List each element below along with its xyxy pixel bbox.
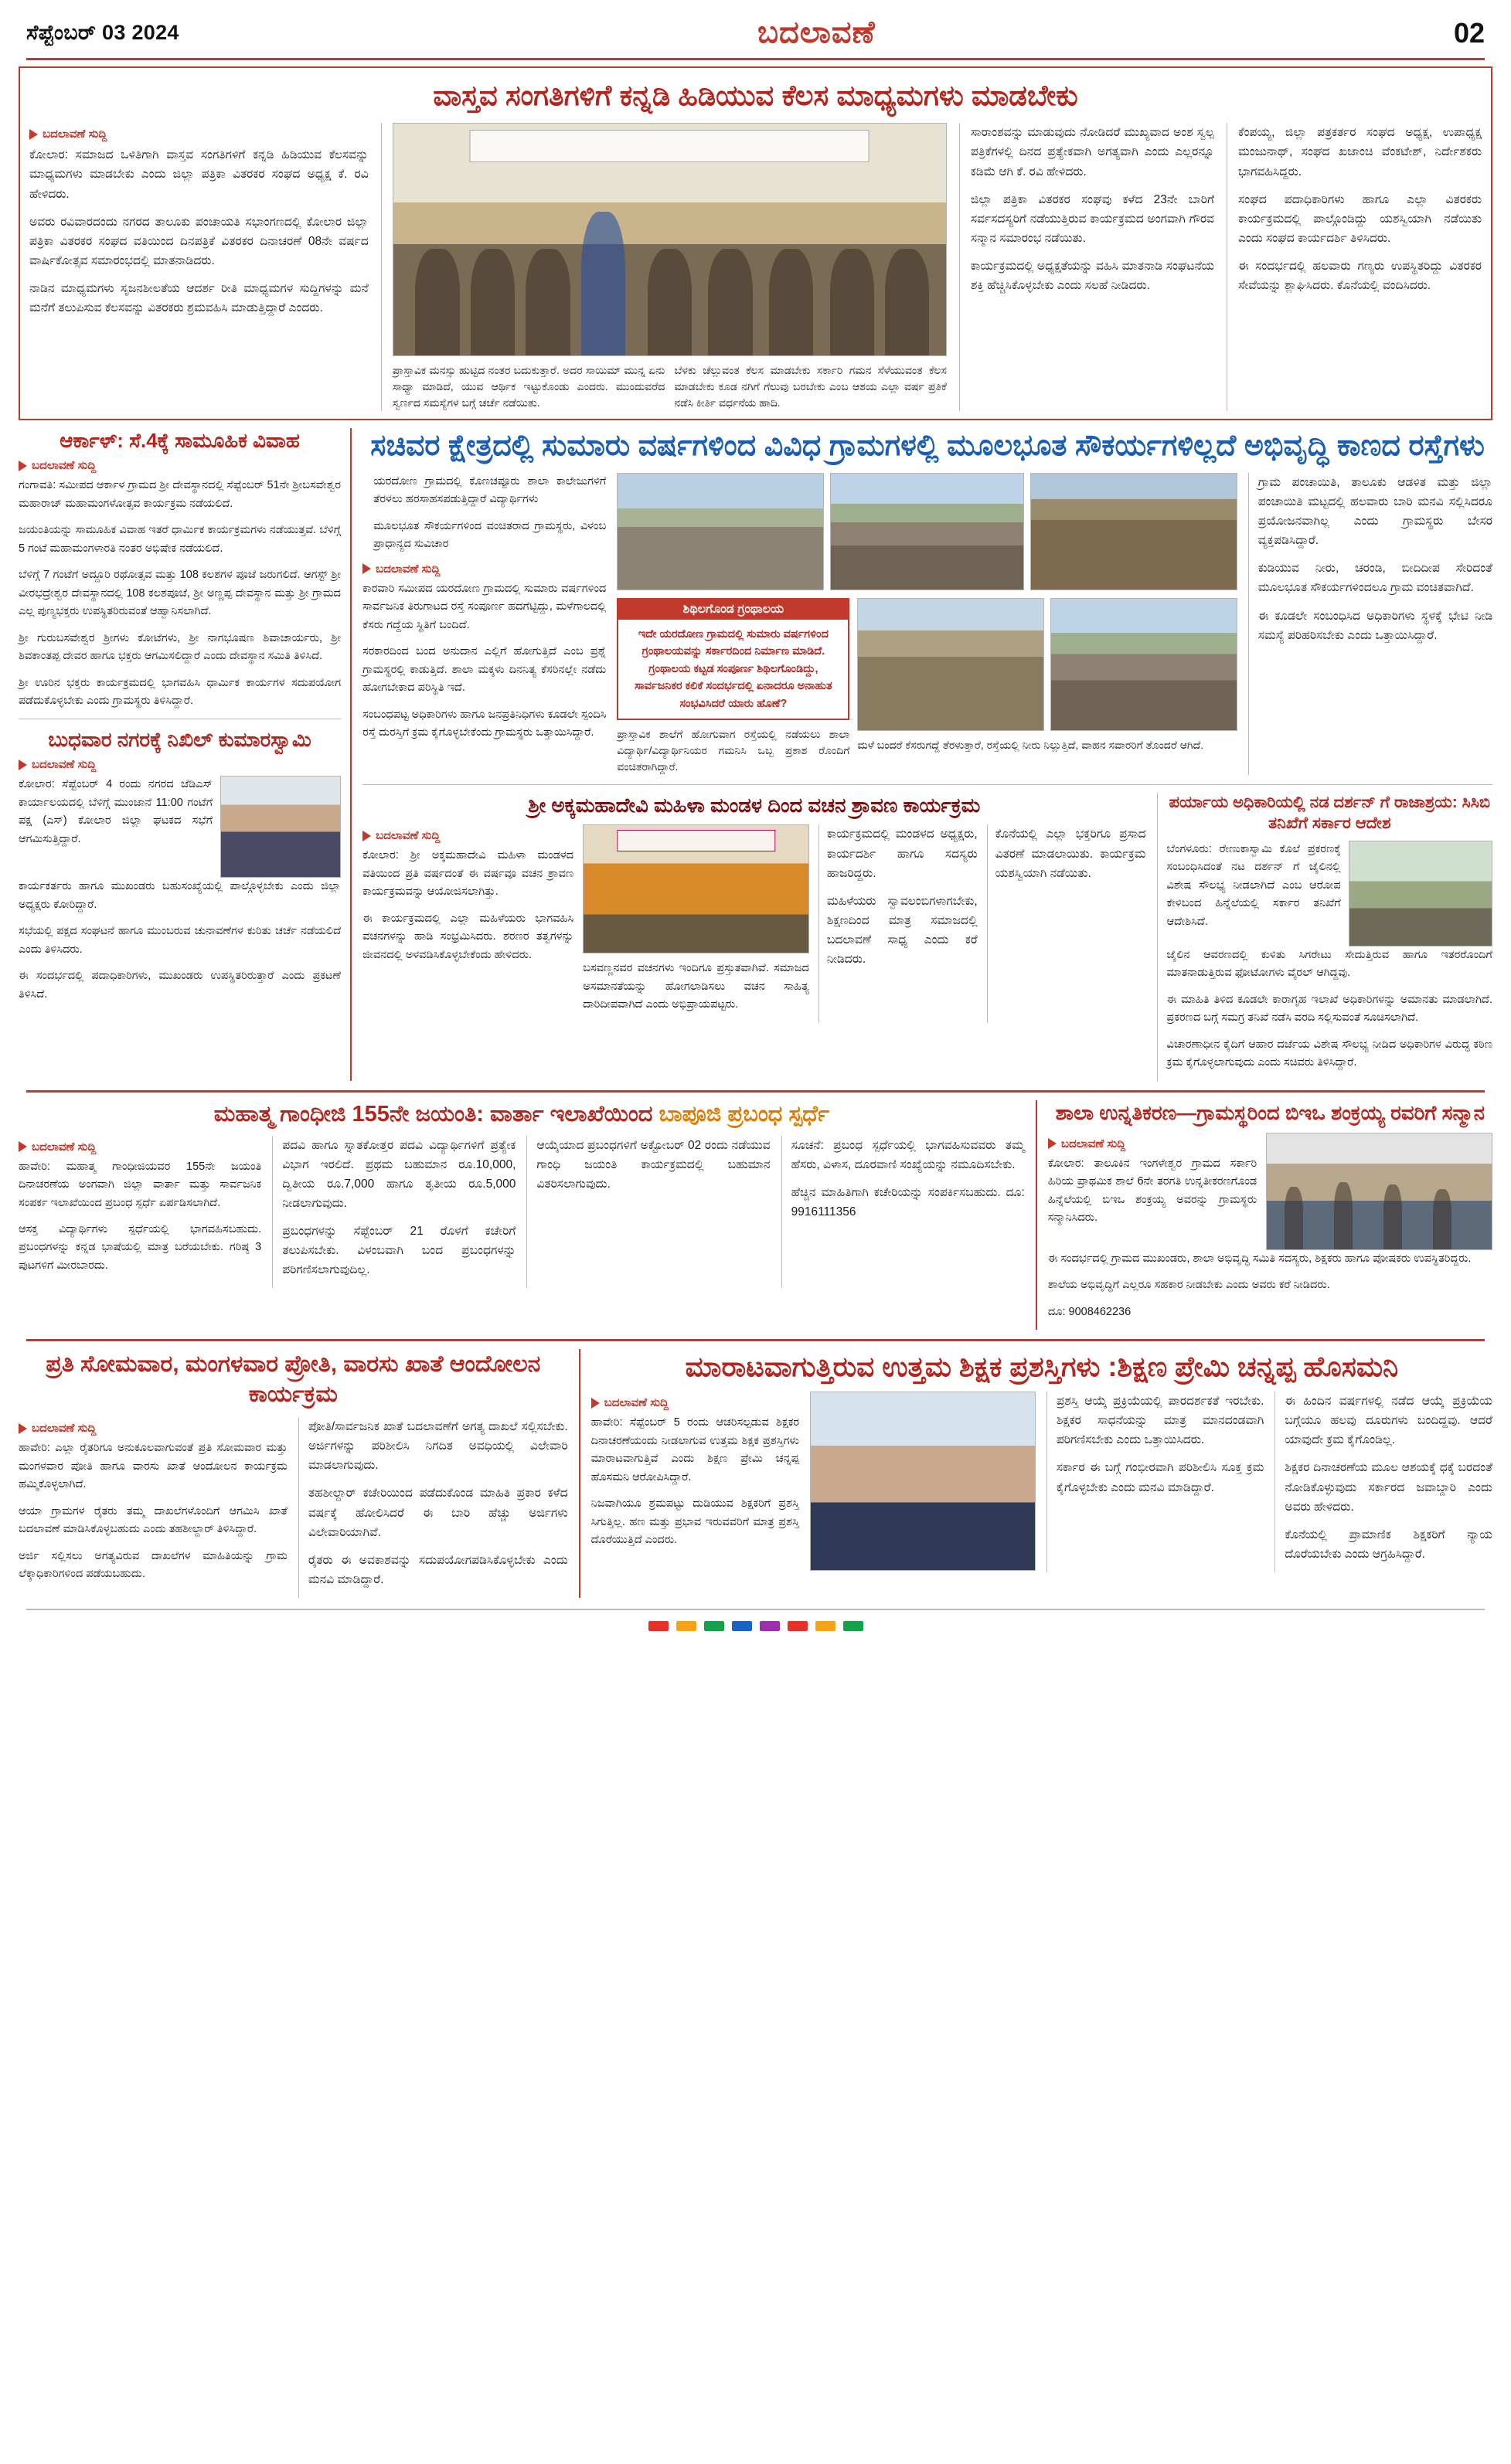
- school-article: [1036, 1100, 1492, 1330]
- teacher-article: [579, 1349, 1492, 1598]
- teacher-para: ನಿಜವಾಗಿಯೂ ಶ್ರಮಪಟ್ಟು ದುಡಿಯುವ ಶಿಕ್ಷಕರಿಗೆ ಪ್ರಶಸ್ತಿ ಸಿಗುತ್ತಿಲ್ಲ. ಹಣ ಮತ್ತು ಪ್ರಭಾವ ಇರುವವರಿಗೆ ಮಾತ್ರ ಪ್ರಶಸ್ತಿ ದೊರೆಯುತ್ತಿದೆ ಎಂದರು.: [590, 1497, 800, 1547]
- mahila-headline: ಶ್ರೀ ಅಕ್ಕಮಹಾದೇವಿ ಮಹಿಳಾ ಮಂಡಳ ದಿಂದ ವಚನ ಶ್ರಾವಣ ಕಾರ್ಯಕ್ರಮ: [528, 794, 981, 817]
- roads-para: ಕುಡಿಯುವ ನೀರು, ಚರಂಡಿ, ಬೀದಿದೀಪ ಸೇರಿದಂತೆ ಮೂಲಭೂತ ಸೌಕರ್ಯಗಳಿಂದಲೂ ಗ್ರಾಮ ವಂಚಿತವಾಗಿದೆ.: [1257, 562, 1492, 595]
- mahila-para: ಮಹಿಳೆಯರು ಸ್ವಾವಲಂಬಿಗಳಾಗಬೇಕು, ಶಿಕ್ಷಣದಿಂದ ಮಾತ್ರ ಸಮಾಜದಲ್ಲಿ ಬದಲಾವಣೆ ಸಾಧ್ಯ ಎಂದು ಕರೆ ನೀಡಿದರು.: [826, 894, 978, 967]
- mahila-photo: [583, 824, 809, 953]
- arkal-para: ಗಂಗಾವತಿ: ಸಮೀಪದ ಆರ್ಕಾಳ ಗ್ರಾಮದ ಶ್ರೀ ದೇವಸ್ಥಾನದಲ್ಲಿ ಸೆಪ್ಟೆಂಬರ್ 51ನೇ ಶ್ರೀಬಸವೇಶ್ವರ ಮಹಾರಾಜ್ ಮಹಾಮಂಗಳೋತ್ಸವ ಕಾರ್ಯಕ್ರಮ ನಡೆಯಲಿದೆ.: [19, 479, 342, 510]
- color-bar: [648, 1621, 669, 1631]
- school-para: ದೂ: 9008462236: [1047, 1305, 1132, 1318]
- byline-triangle-icon: [19, 760, 27, 770]
- masthead-rule: [26, 58, 1485, 60]
- footer-color-bars: [19, 1610, 1492, 1639]
- natadarshan-headline: ಪರ್ಯಾಯ ಅಧಿಕಾರಿಯಲ್ಲಿ ನಡ ದರ್ಶನ್ ಗೆ ರಾಜಾಶ್ರಯ: ಸಿಸಿಬಿ ತನಿಖೆಗೆ ಸರ್ಕಾರ ಆದೇಶ: [1169, 794, 1490, 833]
- protest-para: ಆಯಾ ಗ್ರಾಮಗಳ ರೈತರು ತಮ್ಮ ದಾಖಲೆಗಳೊಂದಿಗೆ ಆಗಮಿಸಿ ಖಾತೆ ಬದಲಾವಣೆ ಮಾಡಿಸಿಕೊಳ್ಳಬಹುದು ಎಂದು ತಹಶೀಲ್ದಾರ್ ತಿಳಿಸಿದ್ದಾರೆ.: [19, 1504, 288, 1536]
- roads-bullet: ಮೂಲಭೂತ ಸೌಕರ್ಯಗಳಿಂದ ವಂಚಿತರಾದ ಗ್ರಾಮಸ್ಥರು, ವಿಳಂಬ ಪ್ರಾಧಾನ್ಯದ ಸುವಿಚಾರ: [373, 519, 607, 551]
- arkal-headline: ಆರ್ಕಾಳ್: ಸೆ.4ಕ್ಕೆ ಸಾಮೂಹಿಕ ವಿವಾಹ: [60, 429, 300, 453]
- byline-label: ಬದಲಾವಣೆ ಸುದ್ದಿ: [32, 1422, 97, 1436]
- gandhi-article: [19, 1100, 1036, 1330]
- color-bar: [843, 1621, 863, 1631]
- gandhi-para: ಆಯ್ಕೆಯಾದ ಪ್ರಬಂಧಗಳಿಗೆ ಅಕ್ಟೋಬರ್ 02 ರಂದು ನಡೆಯುವ ಗಾಂಧಿ ಜಯಂತಿ ಕಾರ್ಯಕ್ರಮದಲ್ಲಿ ಬಹುಮಾನ ವಿತರಿಸಲಾಗುವುದು.: [536, 1138, 771, 1191]
- nikhil-para: ಕಾರ್ಯಕರ್ತರು ಹಾಗೂ ಮುಖಂಡರು ಬಹುಸಂಖ್ಯೆಯಲ್ಲಿ ಪಾಲ್ಗೊಳ್ಳಬೇಕು ಎಂದು ಜಿಲ್ಲಾ ಅಧ್ಯಕ್ಷರು ಕೋರಿದ್ದಾರೆ.: [19, 880, 342, 911]
- mahila-para: ಈ ಕಾರ್ಯಕ್ರಮದಲ್ಲಿ ಎಲ್ಲಾ ಮಹಿಳೆಯರು ಭಾಗವಹಿಸಿ ವಚನಗಳನ್ನು ಹಾಡಿ ಸಂಭ್ರಮಿಸಿದರು. ಶರಣರ ತತ್ವಗಳನ್ನು ಜೀವನದಲ್ಲಿ ಅಳವಡಿಸಿಕೊಳ್ಳಬೇಕೆಂದು ಹೇಳಿದರು.: [362, 912, 574, 961]
- teacher-headline: ಮಾರಾಟವಾಗುತ್ತಿರುವ ಉತ್ತಮ ಶಿಕ್ಷಕ ಪ್ರಶಸ್ತಿಗಳು :ಶಿಕ್ಷಣ ಪ್ರೇಮಿ ಚನ್ನಪ್ಪ ಹೊಸಮನಿ: [685, 1351, 1399, 1383]
- color-bar: [788, 1621, 808, 1631]
- library-redbox-text: ಇದೇ ಯರದೋಣ ಗ್ರಾಮದಲ್ಲಿ ಸುಮಾರು ವರ್ಷಗಳಿಂದ ಗ್ರಂಥಾಲಯವನ್ನು ಸರ್ಕಾರದಿಂದ ನಿರ್ಮಾಣ ಮಾಡಿದೆ. ಗ್ರಂಥಾಲಯ ಕಟ್ಟಡ ಸಂಪೂರ್ಣ ಶಿಥಿಲಗೊಂಡಿದ್ದು, ಸಾರ್ವಜನಿಕರ ಕಲಿಕೆ ಸಂದರ್ಭದಲ್ಲಿ ಏನಾದರೂ ಅನಾಹುತ ಸಂಭವಿಸಿದರೆ ಯಾರು ಹೊಣೆ?: [634, 627, 832, 710]
- lead-para: ಕೆಂಪಯ್ಯ, ಜಿಲ್ಲಾ ಪತ್ರಕರ್ತರ ಸಂಘದ ಅಧ್ಯಕ್ಷ, ಉಪಾಧ್ಯಕ್ಷ ಮಂಜುನಾಥ್, ಸಂಘದ ಖಜಾಂಚಿ ವೆಂಕಟೇಶ್, ನಿರ್ದೇಶಕರು ಭಾಗವಹಿಸಿದ್ದರು.: [1237, 126, 1482, 178]
- protest-headline: ಪ್ರತಿ ಸೋಮವಾರ, ಮಂಗಳವಾರ ಪ್ರೋತಿ, ವಾರಸು ಖಾತೆ ಆಂದೋಲನ ಕಾರ್ಯಕ್ರಮ: [46, 1351, 541, 1408]
- lead-para: ಕಾರ್ಯಕ್ರಮದಲ್ಲಿ ಅಧ್ಯಕ್ಷತೆಯನ್ನು ವಹಿಸಿ ಮಾತನಾಡಿ ಸಂಘಟನೆಯ ಶಕ್ತಿ ಹೆಚ್ಚಿಸಿಕೊಳ್ಳಬೇಕು ಎಂದು ಸಲಹೆ ನೀಡಿದರು.: [970, 260, 1214, 293]
- mahila-para: ಕೋಲಾರ: ಶ್ರೀ ಅಕ್ಕಮಹಾದೇವಿ ಮಹಿಳಾ ಮಂಡಳದ ವತಿಯಿಂದ ಪ್ರತಿ ವರ್ಷದಂತೆ ಈ ವರ್ಷವೂ ವಚನ ಶ್ರಾವಣ ಕಾರ್ಯಕ್ರಮವನ್ನು ಆಯೋಜಿಸಲಾಗಿತ್ತು.: [362, 849, 574, 899]
- teacher-para: ಶಿಕ್ಷಕರ ದಿನಾಚರಣೆಯ ಮೂಲ ಆಶಯಕ್ಕೆ ಧಕ್ಕೆ ಬರದಂತೆ ನೋಡಿಕೊಳ್ಳುವುದು ಸರ್ಕಾರದ ಜವಾಬ್ದಾರಿ ಎಂದು ಅವರು ಹೇಳಿದರು.: [1285, 1461, 1492, 1514]
- lead-photo: [393, 123, 947, 356]
- school-photo: [1266, 1133, 1492, 1250]
- mahila-para: ಕೊನೆಯಲ್ಲಿ ಎಲ್ಲಾ ಭಕ್ತರಿಗೂ ಪ್ರಸಾದ ವಿತರಣೆ ಮಾಡಲಾಯಿತು. ಕಾರ್ಯಕ್ರಮ ಯಶಸ್ವಿಯಾಗಿ ನಡೆಯಿತು.: [995, 828, 1146, 880]
- page-number: 02: [1453, 16, 1485, 49]
- natadarshan-para: ಜೈಲಿನ ಆವರಣದಲ್ಲಿ ಕುಳಿತು ಸಿಗರೇಟು ಸೇದುತ್ತಿರುವ ಹಾಗೂ ಇತರರೊಂದಿಗೆ ಮಾತನಾಡುತ್ತಿರುವ ಫೋಟೋಗಳು ವೈರಲ್ ಆಗಿದ್ದವು.: [1166, 948, 1492, 980]
- protest-para: ಅರ್ಜಿ ಸಲ್ಲಿಸಲು ಅಗತ್ಯವಿರುವ ದಾಖಲೆಗಳ ಮಾಹಿತಿಯನ್ನು ಗ್ರಾಮ ಲೆಕ್ಕಾಧಿಕಾರಿಗಳಿಂದ ಪಡೆಯಬಹುದು.: [19, 1549, 288, 1581]
- roads-photo-street: [857, 598, 1044, 731]
- color-bar: [676, 1621, 696, 1631]
- gandhi-para: ಪ್ರಬಂಧಗಳನ್ನು ಸೆಪ್ಟೆಂಬರ್ 21 ರೊಳಗೆ ಕಚೇರಿಗೆ ತಲುಪಿಸಬೇಕು. ವಿಳಂಬವಾಗಿ ಬಂದ ಪ್ರಬಂಧಗಳನ್ನು ಪರಿಗಣಿಸಲಾಗುವುದಿಲ್ಲ.: [282, 1224, 516, 1277]
- arkal-para: ಜಯಂತಿಯನ್ನು ಸಾಮೂಹಿಕ ವಿವಾಹ ಇತರೆ ಧಾರ್ಮಿಕ ಕಾರ್ಯಕ್ರಮಗಳು ನಡೆಯುತ್ತವೆ. ಬೆಳಿಗ್ಗೆ 5 ಗಂಟೆ ಮಹಾಮಂಗಳಾರತಿ ನಂತರ ಅಭಿಷೇಕ ನಡೆಯಲಿದೆ.: [19, 524, 342, 555]
- roads-photo-lane: [1050, 598, 1237, 731]
- roads-photo-auto: [617, 473, 823, 590]
- school-para: ಈ ಸಂದರ್ಭದಲ್ಲಿ ಗ್ರಾಮದ ಮುಖಂಡರು, ಶಾಲಾ ಅಭಿವೃದ್ಧಿ ಸಮಿತಿ ಸದಸ್ಯರು, ಶಿಕ್ಷಕರು ಹಾಗೂ ಪೋಷಕರು ಉಪಸ್ಥಿತರಿದ್ದರು.: [1047, 1252, 1472, 1265]
- lead-photo-caption-left: ಪ್ರಾಸ್ತಾವಿಕ ಮನಸ್ಸು ಹುಟ್ಟಿದ ನಂತರ ಬದುಕುತ್ತಾರೆ. ಅದರ ಸಾಯಿಮ್ ಮುನ್ನ ಏನು ಸಾಧ್ಯಾ ಮಾಡಿದೆ, ಯುವ ಆರ್ಥಿಕ ಇಟ್ಟುಕೊಂಡು ಎಂದರು. ಮುಂದುವರೆದ ಸ್ವರ್ಣದ ಸಮಸ್ಯೆಗಳ ಬಗ್ಗೆ ಚರ್ಚೆ ನಡೆಯಿತು.: [392, 364, 665, 410]
- school-para: ಶಾಲೆಯ ಅಭಿವೃದ್ಧಿಗೆ ಎಲ್ಲರೂ ಸಹಕಾರ ನೀಡಬೇಕು ಎಂದು ಅವರು ಕರೆ ನೀಡಿದರು.: [1047, 1279, 1330, 1292]
- color-bar: [815, 1621, 835, 1631]
- byline-label: ಬದಲಾವಣೆ ಸುದ್ದಿ: [376, 829, 441, 843]
- color-bar: [704, 1621, 724, 1631]
- lead-para: ಅವರು ರವಿವಾರದಂದು ನಗರದ ತಾಲೂಕು ಪಂಚಾಯತಿ ಸಭಾಂಗಣದಲ್ಲಿ ಕೋಲಾರ ಜಿಲ್ಲಾ ಪತ್ರಿಕಾ ವಿತರಕರ ಸಂಘದ ವತಿಯಿಂದ ದಿನಪತ್ರಿಕೆ ವಿತರಕರ ದಿನಾಚರಣೆ 08ನೇ ವರ್ಷದ ವಾರ್ಷಿಕೋತ್ಸವ ಸಮಾರಂಭದಲ್ಲಿ ಮಾತನಾಡಿದರು.: [29, 215, 369, 267]
- natadarshan-para: ಈ ಮಾಹಿತಿ ತಿಳಿದ ಕೂಡಲೇ ಕಾರಾಗೃಹ ಇಲಾಖೆ ಅಧಿಕಾರಿಗಳನ್ನು ಅಮಾನತು ಮಾಡಲಾಗಿದೆ. ಪ್ರಕರಣದ ಬಗ್ಗೆ ಸಮಗ್ರ ತನಿಖೆ ನಡೆಸಿ ವರದಿ ಸಲ್ಲಿಸುವಂತೆ ಸೂಚಿಸಲಾಗಿದೆ.: [1166, 993, 1492, 1025]
- teacher-para: ಸರ್ಕಾರ ಈ ಬಗ್ಗೆ ಗಂಭೀರವಾಗಿ ಪರಿಶೀಲಿಸಿ ಸೂಕ್ತ ಕ್ರಮ ಕೈಗೊಳ್ಳಬೇಕು ಎಂದು ಮನವಿ ಮಾಡಿದ್ದಾರೆ.: [1056, 1461, 1264, 1494]
- lead-para: ಈ ಸಂದರ್ಭದಲ್ಲಿ ಹಲವಾರು ಗಣ್ಯರು ಉಪಸ್ಥಿತರಿದ್ದು ವಿತರಕರ ಸೇವೆಯನ್ನು ಶ್ಲಾಘಿಸಿದರು. ಕೊನೆಯಲ್ಲಿ ವಂದಿಸಿದರು.: [1237, 260, 1482, 293]
- masthead-date: ಸೆಪ್ಟೆಂಬರ್ 03 2024: [26, 20, 179, 44]
- library-redbox-title: ಶಿಥಿಲಗೊಂಡ ಗ್ರಂಥಾಲಯ: [618, 600, 848, 620]
- nikhil-para: ಈ ಸಂದರ್ಭದಲ್ಲಿ ಪದಾಧಿಕಾರಿಗಳು, ಮುಖಂಡರು ಉಪಸ್ಥಿತರಿರುತ್ತಾರೆ ಎಂದು ಪ್ರಕಟಣೆ ತಿಳಿಸಿದೆ.: [19, 970, 342, 1001]
- protest-article: [19, 1349, 579, 1598]
- gandhi-para: ಹಾವೇರಿ: ಮಹಾತ್ಮ ಗಾಂಧೀಜಿಯವರ 155ನೇ ಜಯಂತಿ ದಿನಾಚರಣೆಯ ಅಂಗವಾಗಿ ಜಿಲ್ಲಾ ವಾರ್ತಾ ಮತ್ತು ಸಾರ್ವಜನಿಕ ಸಂಪರ್ಕ ಇಲಾಖೆಯಿಂದ ಪ್ರಬಂಧ ಸ್ಪರ್ಧೆ ಏರ್ಪಡಿಸಲಾಗಿದೆ.: [19, 1160, 262, 1209]
- byline: [19, 1140, 261, 1154]
- roads-para: ಸರಕಾರದಿಂದ ಬಂದ ಅನುದಾನ ಎಲ್ಲಿಗೆ ಹೋಗುತ್ತಿದೆ ಎಂಬ ಪ್ರಶ್ನೆ ಗ್ರಾಮಸ್ಥರಲ್ಲಿ ಕಾಡುತ್ತಿದೆ. ಶಾಲಾ ಮಕ್ಕಳು ದಿನನಿತ್ಯ ಕೆಸರಿನಲ್ಲೇ ನಡೆದು ಹೋಗಬೇಕಾದ ಪರಿಸ್ಥಿತಿ ಇದೆ.: [362, 645, 607, 695]
- byline-triangle-icon: [19, 1423, 27, 1434]
- byline-label: ಬದಲಾವಣೆ ಸುದ್ದಿ: [1060, 1137, 1126, 1150]
- nikhil-para: ಸಭೆಯಲ್ಲಿ ಪಕ್ಷದ ಸಂಘಟನೆ ಹಾಗೂ ಮುಂಬರುವ ಚುನಾವಣೆಗಳ ಕುರಿತು ಚರ್ಚೆ ನಡೆಯಲಿದೆ ಎಂದು ತಿಳಿಸಿದರು.: [19, 925, 342, 956]
- left-column: [19, 428, 350, 1081]
- byline-triangle-icon: [362, 831, 371, 841]
- byline: [29, 127, 369, 141]
- byline-triangle-icon: [19, 461, 27, 471]
- mahila-para: ಬಸವಣ್ಣನವರ ವಚನಗಳು ಇಂದಿಗೂ ಪ್ರಸ್ತುತವಾಗಿವೆ. ಸಮಾಜದ ಅಸಮಾನತೆಯನ್ನು ಹೋಗಲಾಡಿಸಲು ವಚನ ಸಾಹಿತ್ಯ ದಾರಿದೀಪವಾಗಿದೆ ಎಂದು ಅಭಿಪ್ರಾಯಪಟ್ಟರು.: [583, 962, 809, 1011]
- natadarshan-para: ಬೆಂಗಳೂರು: ರೇಣುಕಾಸ್ವಾಮಿ ಕೊಲೆ ಪ್ರಕರಣಕ್ಕೆ ಸಂಬಂಧಿಸಿದಂತೆ ನಟ ದರ್ಶನ್ ಗೆ ಜೈಲಿನಲ್ಲಿ ವಿಶೇಷ ಸೌಲಭ್ಯ ನೀಡಲಾಗಿದೆ ಎಂಬ ಆರೋಪ ಕೇಳಿಬಂದ ಹಿನ್ನೆಲೆಯಲ್ಲಿ ಸರ್ಕಾರ ತನಿಖೆಗೆ ಆದೇಶಿಸಿದೆ.: [1166, 842, 1341, 928]
- school-para: ಕೋಲಾರ: ತಾಲೂಕಿನ ಇಂಗಳೇಶ್ವರ ಗ್ರಾಮದ ಸರ್ಕಾರಿ ಹಿರಿಯ ಪ್ರಾಥಮಿಕ ಶಾಲೆ 6ನೇ ತರಗತಿ ಉನ್ನತೀಕರಣಗೊಂಡ ಹಿನ್ನೆಲೆಯಲ್ಲಿ ಬಿಇಒ ಶಂಕ್ರಯ್ಯ ಅವರನ್ನು ಗ್ರಾಮಸ್ಥರು ಸನ್ಮಾನಿಸಿದರು.: [1047, 1157, 1257, 1225]
- lead-para: ಜಿಲ್ಲಾ ಪತ್ರಿಕಾ ವಿತರಕರ ಸಂಘವು ಕಳೆದ 23ನೇ ಬಾರಿಗೆ ಸರ್ವಸದಸ್ಯರಿಗೆ ನಡೆಯುತ್ತಿರುವ ಕಾರ್ಯಕ್ರಮದ ಅಂಗವಾಗಿ ಗೌರವ ಸನ್ಮಾನ ಸಮಾರಂಭ ನಡೆಯಿತು.: [970, 192, 1214, 245]
- protest-para: ಹಾವೇರಿ: ಎಲ್ಲಾ ರೈತರಿಗೂ ಅನುಕೂಲವಾಗುವಂತೆ ಪ್ರತಿ ಸೋಮವಾರ ಮತ್ತು ಮಂಗಳವಾರ ಪೋತಿ ಹಾಗೂ ವಾರಸು ಖಾತೆ ಆಂದೋಲನ ಕಾರ್ಯಕ್ರಮ ಹಮ್ಮಿಕೊಳ್ಳಲಾಗಿದೆ.: [19, 1442, 288, 1491]
- mahila-article: [362, 793, 1145, 1081]
- lead-para: ಕೋಲಾರ: ಸಮಾಜದ ಒಳಿತಿಗಾಗಿ ವಾಸ್ತವ ಸಂಗತಿಗಳಿಗೆ ಕನ್ನಡಿ ಹಿಡಿಯುವ ಕೆಲಸವನ್ನು ಮಾಧ್ಯಮಗಳು ಮಾಡಬೇಕು ಎಂದು ಜಿಲ್ಲಾ ಪತ್ರಿಕಾ ವಿತರಕರ ಸಂಘದ ಅಧ್ಯಕ್ಷ ಕೆ. ರವಿ ಹೇಳಿದರು.: [29, 148, 369, 201]
- roads-section: [350, 428, 1492, 1081]
- byline: [19, 758, 341, 771]
- lead-para: ಸಾರಾಂಶವನ್ನು ಮಾಡುವುದು ನೋಡಿದರೆ ಮುಖ್ಯವಾದ ಅಂಶ ಸ್ವಲ್ಪ ಪತ್ರಿಕೆಗಳಲ್ಲಿ ದಿನದ ಪ್ರತ್ಯೇಕವಾಗಿ ಅಗತ್ಯವಾಗಿ ಎಂದು ಎಲ್ಲರನ್ನೂ ಕಡಿಮೆ ಆಗಿ ಕೆ. ರವಿ ಹೇಳಿದರು.: [970, 126, 1214, 178]
- lead-article: [19, 66, 1492, 420]
- gandhi-para: ಆಸಕ್ತ ವಿದ್ಯಾರ್ಥಿಗಳು ಸ್ಪರ್ಧೆಯಲ್ಲಿ ಭಾಗವಹಿಸಬಹುದು. ಪ್ರಬಂಧಗಳನ್ನು ಕನ್ನಡ ಭಾಷೆಯಲ್ಲಿ ಮಾತ್ರ ಬರೆಯಬೇಕು. ಗರಿಷ್ಠ 3 ಪುಟಗಳಿಗೆ ಮೀರಬಾರದು.: [19, 1223, 262, 1272]
- roads-para: ಕಾರವಾರಿ ಸಮೀಪದ ಯರದೋಣ ಗ್ರಾಮದಲ್ಲಿ ಸುಮಾರು ವರ್ಷಗಳಿಂದ ಸಾರ್ವಜನಿಕ ತಿರುಗಾಟದ ರಸ್ತೆ ಸಂಪೂರ್ಣ ಹದಗೆಟ್ಟಿದ್ದು, ಮಳೆಗಾಲದಲ್ಲಿ ಕೆಸರು ಗದ್ದೆಯ ಸ್ಥಿತಿಗೆ ಬಂದಿದೆ.: [362, 582, 607, 631]
- natadarshan-para: ವಿಚಾರಣಾಧೀನ ಕೈದಿಗೆ ಆಹಾರ ದರ್ಜೆಯ ವಿಶೇಷ ಸೌಲಭ್ಯ ನೀಡಿದ ಅಧಿಕಾರಿಗಳ ವಿರುದ್ಧ ಕಠಿಣ ಕ್ರಮ ಕೈಗೊಳ್ಳಲಾಗುವುದು ಎಂದು ಸಚಿವರು ತಿಳಿಸಿದ್ದಾರೆ.: [1166, 1038, 1492, 1069]
- byline-label: ಬದಲಾವಣೆ ಸುದ್ದಿ: [604, 1396, 669, 1410]
- school-headline: ಶಾಲಾ ಉನ್ನತಿಕರಣ—ಗ್ರಾಮಸ್ಥರಿಂದ ಬಿಇಒ ಶಂಕ್ರಯ್ಯ ರವರಿಗೆ ಸನ್ಮಾನ: [1055, 1100, 1485, 1124]
- roads-photo-caption2: ಮಳೆ ಬಂದರೆ ಕೆಸರುಗದ್ದೆ ತೆರಳುತ್ತಾರೆ, ರಸ್ತೆಯಲ್ಲಿ ನೀರು ನಿಲ್ಲುತ್ತಿದೆ, ವಾಹನ ಸವಾರರಿಗೆ ತೊಂದರೆ ಆಗಿದೆ.: [857, 738, 1204, 751]
- byline-triangle-icon: [362, 563, 371, 574]
- byline-label: ಬದಲಾವಣೆ ಸುದ್ದಿ: [376, 562, 441, 576]
- protest-para: ಪೋತಿ/ಸಾರ್ವಜನಿಕ ಖಾತೆ ಬದಲಾವಣೆಗೆ ಅಗತ್ಯ ದಾಖಲೆ ಸಲ್ಲಿಸಬೇಕು. ಅರ್ಜಿಗಳನ್ನು ಪರಿಶೀಲಿಸಿ ನಿಗದಿತ ಅವಧಿಯಲ್ಲಿ ವಿಲೇವಾರಿ ಮಾಡಲಾಗುವುದು.: [308, 1420, 568, 1473]
- gandhi-para: ಪದವಿ ಹಾಗೂ ಸ್ನಾತಕೋತ್ತರ ಪದವಿ ವಿದ್ಯಾರ್ಥಿಗಳಿಗೆ ಪ್ರತ್ಯೇಕ ವಿಭಾಗ ಇರಲಿದೆ. ಪ್ರಥಮ ಬಹುಮಾನ ರೂ.10,000, ದ್ವಿತೀಯ ರೂ.7,000 ಹಾಗೂ ತೃತೀಯ ರೂ.5,000 ನೀಡಲಾಗುವುದು.: [282, 1138, 516, 1210]
- nikhil-headline: ಬುಧವಾರ ನಗರಕ್ಕೆ ನಿಖಿಲ್ ಕುಮಾರಸ್ವಾಮಿ: [48, 728, 311, 752]
- roads-bullet: ಯರದೋಣ ಗ್ರಾಮದಲ್ಲಿ ಕೊಣಚಪ್ಪೂರು ಶಾಲಾ ಕಾಲೇಜುಗಳಿಗೆ ತೆರಳಲು ಹರಸಾಹಸಪಡುತ್ತಿದ್ದಾರೆ ವಿದ್ಯಾರ್ಥಿಗಳು: [373, 474, 607, 506]
- masthead: [19, 11, 1492, 58]
- byline-triangle-icon: [19, 1141, 27, 1152]
- color-bar: [760, 1621, 780, 1631]
- roads-para: ಗ್ರಾಮ ಪಂಚಾಯಿತಿ, ತಾಲೂಕು ಆಡಳಿತ ಮತ್ತು ಜಿಲ್ಲಾ ಪಂಚಾಯಿತಿ ಮಟ್ಟದಲ್ಲಿ ಹಲವಾರು ಬಾರಿ ಮನವಿ ಸಲ್ಲಿಸಿದರೂ ಪ್ರಯೋಜನವಾಗಿಲ್ಲ ಎಂದು ಗ್ರಾಮಸ್ಥರು ಬೇಸರ ವ್ಯಕ್ತಪಡಿಸಿದ್ದಾರೆ.: [1257, 475, 1492, 548]
- gandhi-para: ಸೂಚನೆ: ಪ್ರಬಂಧ ಸ್ಪರ್ಧೆಯಲ್ಲಿ ಭಾಗವಹಿಸುವವರು ತಮ್ಮ ಹೆಸರು, ವಿಳಾಸ, ದೂರವಾಣಿ ಸಂಖ್ಯೆಯನ್ನು ನಮೂದಿಸಬೇಕು.: [791, 1138, 1025, 1171]
- gandhi-headline-part1: ಮಹಾತ್ಮ ಗಾಂಧೀಜಿ 155ನೇ ಜಯಂತಿ: ವಾರ್ತಾ ಇಲಾಖೆಯಿಂದ: [213, 1101, 653, 1127]
- byline: [362, 562, 606, 576]
- byline-label: ಬದಲಾವಣೆ ಸುದ್ದಿ: [32, 459, 97, 473]
- byline-label: ಬದಲಾವಣೆ ಸುದ್ದಿ: [32, 1140, 97, 1154]
- protest-para: ರೈತರು ಈ ಅವಕಾಶವನ್ನು ಸದುಪಯೋಗಪಡಿಸಿಕೊಳ್ಳಬೇಕು ಎಂದು ಮನವಿ ಮಾಡಿದ್ದಾರೆ.: [308, 1553, 568, 1586]
- byline: [1048, 1137, 1257, 1150]
- teacher-para: ಪ್ರಶಸ್ತಿ ಆಯ್ಕೆ ಪ್ರಕ್ರಿಯೆಯಲ್ಲಿ ಪಾರದರ್ಶಕತೆ ಇರಬೇಕು. ಶಿಕ್ಷಕರ ಸಾಧನೆಯನ್ನು ಮಾತ್ರ ಮಾನದಂಡವಾಗಿ ಪರಿಗಣಿಸಬೇಕು ಎಂದು ಒತ್ತಾಯಿಸಿದರು.: [1056, 1395, 1264, 1447]
- roads-photo-mud: [1030, 473, 1237, 590]
- nikhil-article: [19, 727, 341, 1004]
- roads-headline: ಸಚಿವರ ಕ್ಷೇತ್ರದಲ್ಲಿ ಸುಮಾರು ವರ್ಷಗಳಿಂದ ವಿವಿಧ ಗ್ರಾಮಗಳಲ್ಲಿ ಮೂಲಭೂತ ಸೌಕರ್ಯಗಳಿಲ್ಲದೆ ಅಭಿವೃದ್ಧಿ ಕಾಣದ ರಸ್ತೆಗಳು: [370, 430, 1485, 463]
- mahila-para: ಕಾರ್ಯಕ್ರಮದಲ್ಲಿ ಮಂಡಳದ ಅಧ್ಯಕ್ಷರು, ಕಾರ್ಯದರ್ಶಿ ಹಾಗೂ ಸದಸ್ಯರು ಹಾಜರಿದ್ದರು.: [826, 828, 978, 880]
- teacher-para: ಹಾವೇರಿ: ಸೆಪ್ಟೆಂಬರ್ 5 ರಂದು ಆಚರಿಸಲ್ಪಡುವ ಶಿಕ್ಷಕರ ದಿನಾಚರಣೆಯಂದು ನೀಡಲಾಗುವ ಉತ್ತಮ ಶಿಕ್ಷಕ ಪ್ರಶಸ್ತಿಗಳು ಮಾರಾಟವಾಗುತ್ತಿವೆ ಎಂದು ಶಿಕ್ಷಣ ಪ್ರೇಮಿ ಚನ್ನಪ್ಪ ಹೊಸಮನಿ ಆರೋಪಿಸಿದ್ದಾರೆ.: [590, 1416, 800, 1483]
- masthead-title: ಬದಲಾವಣೆ: [757, 15, 876, 49]
- arkal-para: ಶ್ರೀ ಊರಿನ ಭಕ್ತರು ಕಾರ್ಯಕ್ರಮದಲ್ಲಿ ಭಾಗವಹಿಸಿ ಧಾರ್ಮಿಕ ಕಾರ್ಯಗಳ ಸದುಪಯೋಗ ಪಡೆದುಕೊಳ್ಳಬೇಕು ಎಂದು ಗ್ರಾಮಸ್ಥರು ತಿಳಿಸಿದ್ದಾರೆ.: [19, 676, 342, 707]
- gandhi-para: ಹೆಚ್ಚಿನ ಮಾಹಿತಿಗಾಗಿ ಕಚೇರಿಯನ್ನು ಸಂಪರ್ಕಿಸಬಹುದು. ದೂ: 9916111356: [791, 1185, 1025, 1218]
- natadarshan-photo: [1349, 841, 1492, 947]
- color-bar: [732, 1621, 752, 1631]
- nikhil-photo: [220, 776, 341, 878]
- byline: [19, 1422, 288, 1435]
- arkal-para: ಬೆಳಿಗ್ಗೆ 7 ಗಂಟೆಗೆ ಅದ್ದೂರಿ ರಥೋತ್ಸವ ಮತ್ತು 108 ಕಲಶಗಳ ಪೂಜೆ ಜರುಗಲಿದೆ. ಆಗಸ್ಟ್ ಶ್ರೀ ವೀರಭದ್ರೇಶ್ವರ ದೇವಸ್ಥಾನದಲ್ಲಿ 108 ಕಲಶಪೂಜೆ, ಶ್ರೀ ಅಣ್ಣಪ್ಪ ದೇವಸ್ಥಾನ ಮತ್ತು ಶ್ರೀ ಗ್ರಾಮದ ಎಲ್ಲ ಪುಣ್ಯಭಕ್ತರು ಉಪಸ್ಥಿತರಿರುವಂತೆ ಆಹ್ವಾನಿಸಲಾಗಿದೆ.: [19, 569, 342, 618]
- arkal-para: ಶ್ರೀ ಗುರುಬಸವೇಶ್ವರ ಶ್ರೀಗಳು ಕೋಟೆಗಳು, ಶ್ರೀ ನಾಗಭೂಷಣ ಶಿವಾಚಾರ್ಯರು, ಶ್ರೀ ಶಿವಕಾಂತಪ್ಪ ದೇವರ ಹಾಗೂ ಭಕ್ತರು ಆಗಮಿಸಲಿದ್ದಾರೆ ಎಂದು ದೇವಸ್ಥಾನ ಸಮಿತಿ ತಿಳಿಸಿದೆ.: [19, 631, 342, 663]
- roads-photo-road: [830, 473, 1025, 590]
- lead-para: ಸಂಘದ ಪದಾಧಿಕಾರಿಗಳು ಹಾಗೂ ಎಲ್ಲಾ ವಿತರಕರು ಕಾರ್ಯಕ್ರಮದಲ್ಲಿ ಪಾಲ್ಗೊಂಡಿದ್ದು ಯಶಸ್ವಿಯಾಗಿ ನಡೆಯಿತು ಎಂದು ಸಂಘದ ಕಾರ್ಯದರ್ಶಿ ತಿಳಿಸಿದರು.: [1237, 192, 1482, 245]
- protest-para: ತಹಶೀಲ್ದಾರ್ ಕಚೇರಿಯಿಂದ ಪಡೆದುಕೊಂಡ ಮಾಹಿತಿ ಪ್ರಕಾರ ಕಳೆದ ವರ್ಷಕ್ಕೆ ಹೋಲಿಸಿದರೆ ಈ ಬಾರಿ ಹೆಚ್ಚು ಅರ್ಜಿಗಳು ವಿಲೇವಾರಿಯಾಗಿವೆ.: [308, 1487, 568, 1539]
- natadarshan-article: [1157, 793, 1492, 1081]
- byline-label: ಬದಲಾವಣೆ ಸುದ್ದಿ: [43, 127, 107, 141]
- lead-photo-caption-right: ಬೆಳಕು ಚೆಲ್ಲುವಂತ ಕೆಲಸ ಮಾಡಬೇಕು ಸರ್ಕಾರಿ ಗಮನ ಸೆಳೆಯುವಂತ ಕೆಲಸ ಮಾಡಬೇಕು ಕೂಡ ನಗಿಗೆ ಗೆಲುವು ಬರಬೇಕು ಎಂಬ ಆಶಯ ಎಲ್ಲಾ ವರ್ಷ ಪ್ರತಿಕೆ ನಡೆಸಿ ಕೀರ್ತಿ ವರ್ಧನೆಯ ಹಾದಿ.: [674, 364, 947, 410]
- roads-photo-caption: ಪ್ರಾಸ್ತಾವಿಕ ಶಾಲೆಗೆ ಹೋಗುವಾಗ ರಸ್ತೆಯಲ್ಲಿ ನಡೆಯಲು ಶಾಲಾ ವಿದ್ಯಾರ್ಥಿ/ವಿದ್ಯಾರ್ಥಿನಿಯರ ಗಮನಿಸಿ ಒಬ್ಬ ಪ್ರಕಾಶ ರೊಂದಿಗೆ ವಂಚಿತರಾಗಿದ್ದಾರೆ.: [617, 728, 850, 773]
- teacher-para: ಕೊನೆಯಲ್ಲಿ ಪ್ರಾಮಾಣಿಕ ಶಿಕ್ಷಕರಿಗೆ ನ್ಯಾಯ ದೊರೆಯಬೇಕು ಎಂದು ಆಗ್ರಹಿಸಿದ್ದಾರೆ.: [1285, 1528, 1492, 1561]
- teacher-para: ಈ ಹಿಂದಿನ ವರ್ಷಗಳಲ್ಲಿ ನಡೆದ ಆಯ್ಕೆ ಪ್ರಕ್ರಿಯೆಯ ಬಗ್ಗೆಯೂ ಹಲವು ದೂರುಗಳು ಬಂದಿದ್ದವು. ಆದರೆ ಯಾವುದೇ ಕ್ರಮ ಕೈಗೊಂಡಿಲ್ಲ.: [1285, 1395, 1492, 1447]
- arkal-article: [19, 428, 341, 710]
- byline: [19, 459, 341, 472]
- teacher-photo: [810, 1392, 1036, 1571]
- byline-triangle-icon: [591, 1398, 600, 1409]
- library-redbox: [617, 598, 849, 720]
- byline-triangle-icon: [29, 129, 38, 140]
- byline: [362, 829, 573, 842]
- lead-para: ನಾಡಿನ ಮಾಧ್ಯಮಗಳು ಸೃಜನಶೀಲತೆಯ ಆದರ್ಶ ರೀತಿ ಮಾಧ್ಯಮಗಳ ಸುದ್ದಿಗಳನ್ನು ಮನೆ ಮನೆಗೆ ತಲುಪಿಸುವ ಕೆಲಸವನ್ನು ವಿತರಕರು ಶ್ರಮವಹಿಸಿ ಮಾಡುತ್ತಿದ್ದಾರೆ ಎಂದರು.: [29, 282, 369, 315]
- gandhi-headline-part2: ಬಾಪೂಜಿ ಪ್ರಬಂಧ ಸ್ಪರ್ಧೆ: [659, 1101, 830, 1127]
- byline: [591, 1396, 799, 1409]
- roads-para: ಈ ಕೂಡಲೇ ಸಂಬಂಧಿಸಿದ ಅಧಿಕಾರಿಗಳು ಸ್ಥಳಕ್ಕೆ ಭೇಟಿ ನೀಡಿ ಸಮಸ್ಯೆ ಪರಿಹರಿಸಬೇಕು ಎಂದು ಒತ್ತಾಯಿಸಿದ್ದಾರೆ.: [1257, 609, 1492, 642]
- roads-para: ಸಂಬಂಧಪಟ್ಟ ಅಧಿಕಾರಿಗಳು ಹಾಗೂ ಜನಪ್ರತಿನಿಧಿಗಳು ಕೂಡಲೇ ಸ್ಪಂದಿಸಿ ರಸ್ತೆ ದುರಸ್ತಿಗೆ ಕ್ರಮ ಕೈಗೊಳ್ಳಬೇಕೆಂದು ಗ್ರಾಮಸ್ಥರು ಒತ್ತಾಯಿಸಿದ್ದಾರೆ.: [362, 708, 607, 739]
- nikhil-para: ಕೋಲಾರ: ಸೆಪ್ಟೆಂಬರ್ 4 ರಂದು ನಗರದ ಜೆಡಿಎಸ್ ಕಾರ್ಯಾಲಯದಲ್ಲಿ ಬೆಳಿಗ್ಗೆ ಮುಂಜಾನೆ 11:00 ಗಂಟೆಗೆ ಪಕ್ಷ (ಎಸ್) ಕೋಲಾರ ಜಿಲ್ಲಾ ಘಟಕದ ಸಭೆಗೆ ಆಗಮಿಸುತ್ತಿದ್ದಾರೆ.: [19, 778, 213, 845]
- lead-headline: ವಾಸ್ತವ ಸಂಗತಿಗಳಿಗೆ ಕನ್ನಡಿ ಹಿಡಿಯುವ ಕೆಲಸ ಮಾಧ್ಯಮಗಳು ಮಾಡಬೇಕು: [433, 80, 1078, 111]
- byline-triangle-icon: [1048, 1138, 1057, 1149]
- byline-label: ಬದಲಾವಣೆ ಸುದ್ದಿ: [32, 758, 97, 772]
